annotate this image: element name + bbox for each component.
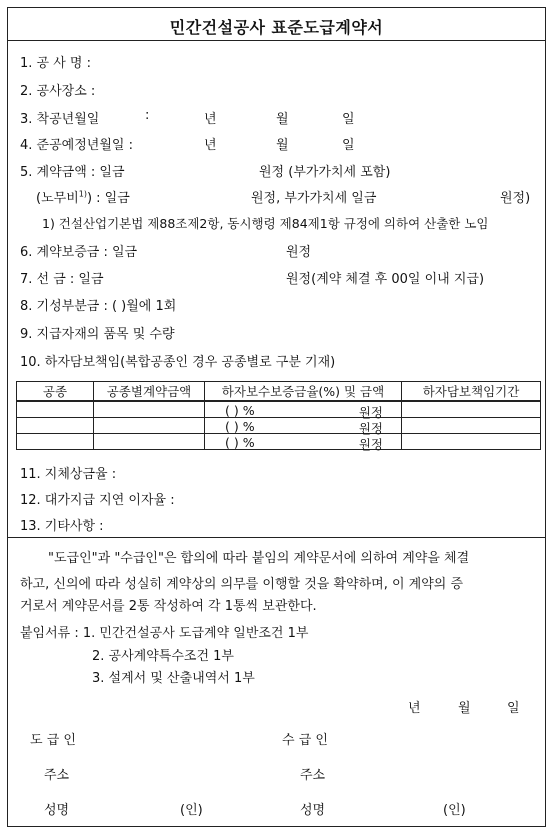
agreement-line-3: 거로서 계약문서를 2통 작성하여 각 1통씩 보관한다. — [20, 599, 317, 614]
section-divider — [7, 537, 546, 538]
cell-work-amount[interactable] — [94, 434, 205, 450]
subcontractor-address-label: 주소 — [300, 768, 326, 783]
table-row — [17, 418, 541, 434]
cell-warranty-period[interactable] — [402, 418, 541, 434]
end-year: 년 — [204, 138, 217, 153]
start-month: 월 — [276, 112, 289, 127]
subcontractor-name-label: 성명 — [300, 803, 326, 818]
labor-won-vat: 원정, 부가가치세 일금 — [251, 191, 377, 206]
contract-deposit-label: 6. 계약보증금 : 일금 — [20, 245, 138, 260]
labor-label: (노무비 — [36, 191, 79, 206]
start-day: 일 — [342, 112, 355, 127]
contractor-name-label: 성명 — [44, 803, 70, 818]
sign-day: 일 — [507, 701, 520, 716]
table-row — [17, 401, 541, 418]
item-late-payment-interest: 12. 대가지급 지연 이자율 : — [20, 493, 175, 508]
cell-warranty-rate[interactable] — [205, 434, 402, 450]
item-other-matters: 13. 기타사항 : — [20, 519, 104, 534]
start-date-colon: : — [145, 108, 150, 123]
sign-year: 년 — [408, 701, 421, 716]
attachment-3: 3. 설계서 및 산출내역서 1부 — [92, 671, 255, 686]
start-date-label: 3. 착공년월일 — [20, 112, 100, 127]
table-header-row — [17, 382, 541, 402]
advance-payment-tail: 원정(계약 체결 후 00일 이내 지급) — [286, 272, 485, 287]
contractor-address-label: 주소 — [44, 768, 70, 783]
sign-month: 월 — [458, 701, 471, 716]
cell-warranty-period[interactable] — [402, 401, 541, 418]
labor-footnote: 1) 건설산업기본법 제88조제2항, 동시행령 제84제1항 규정에 의하여 산출한 노임 — [42, 216, 489, 231]
pct-label: ( ) % — [225, 435, 255, 450]
item-project-name: 1. 공 사 명 : — [20, 56, 91, 71]
agreement-line-1: "도급인"과 "수급인"은 합의에 따라 붙임의 계약문서에 의하여 계약을 체결 — [48, 551, 470, 566]
item-project-location: 2. 공사장소 : — [20, 84, 96, 99]
attachment-2: 2. 공사계약특수조건 1부 — [92, 649, 234, 664]
won-label: 원정 — [358, 405, 383, 420]
item-defect-liability: 10. 하자담보책임(복합공종인 경우 공종별로 구분 기재) — [20, 355, 336, 370]
header-warranty-rate: 하자보수보증금율(%) 및 금액 — [205, 382, 402, 402]
cell-warranty-rate[interactable] — [205, 418, 402, 434]
labor-footnote-mark: 1) — [78, 189, 87, 199]
subcontractor-seal: (인) — [443, 803, 466, 818]
cell-warranty-period[interactable] — [402, 434, 541, 450]
defect-liability-table — [16, 381, 541, 450]
item-delay-penalty: 11. 지체상금율 : — [20, 467, 117, 482]
end-day: 일 — [342, 138, 355, 153]
cell-work-type[interactable] — [17, 434, 94, 450]
agreement-line-2: 하고, 신의에 따라 성실히 계약상의 의무를 이행할 것을 확약하며, 이 계약의 증 — [20, 577, 464, 592]
cell-work-amount[interactable] — [94, 418, 205, 434]
contract-deposit-tail: 원정 — [286, 245, 312, 260]
pct-label: ( ) % — [225, 403, 255, 418]
cell-work-type[interactable] — [17, 401, 94, 418]
start-year: 년 — [204, 112, 217, 127]
won-label: 원정 — [358, 421, 383, 436]
contract-amount-tail: 원정 (부가가치세 포함) — [259, 165, 391, 180]
document-title: 민간건설공사 표준도급계약서 — [169, 18, 384, 37]
item-supplied-materials: 9. 지급자재의 품목 및 수량 — [20, 327, 175, 342]
pct-label: ( ) % — [225, 419, 255, 434]
end-month: 월 — [276, 138, 289, 153]
end-date-label: 4. 준공예정년월일 : — [20, 138, 133, 153]
title-box — [7, 7, 546, 41]
cell-work-amount[interactable] — [94, 401, 205, 418]
labor-end: 원정) — [500, 191, 531, 206]
labor-label-wrap — [36, 187, 130, 206]
attachments-label: 붙임서류 : 1. 민간건설공사 도급계약 일반조건 1부 — [20, 626, 309, 641]
labor-label-mid: ) : 일금 — [86, 191, 130, 206]
table-row — [17, 434, 541, 450]
header-work-amount: 공종별계약금액 — [94, 382, 205, 402]
cell-warranty-rate[interactable] — [205, 401, 402, 418]
advance-payment-label: 7. 선 금 : 일금 — [20, 272, 104, 287]
subcontractor-label: 수 급 인 — [282, 733, 328, 748]
item-progress-payment: 8. 기성부분금 : ( )월에 1회 — [20, 299, 177, 314]
header-work-type: 공종 — [17, 382, 94, 402]
cell-work-type[interactable] — [17, 418, 94, 434]
contractor-seal: (인) — [180, 803, 203, 818]
contract-amount-label: 5. 계약금액 : 일금 — [20, 165, 125, 180]
header-warranty-period: 하자담보책임기간 — [402, 382, 541, 402]
won-label: 원정 — [358, 437, 383, 452]
contractor-label: 도 급 인 — [30, 733, 76, 748]
